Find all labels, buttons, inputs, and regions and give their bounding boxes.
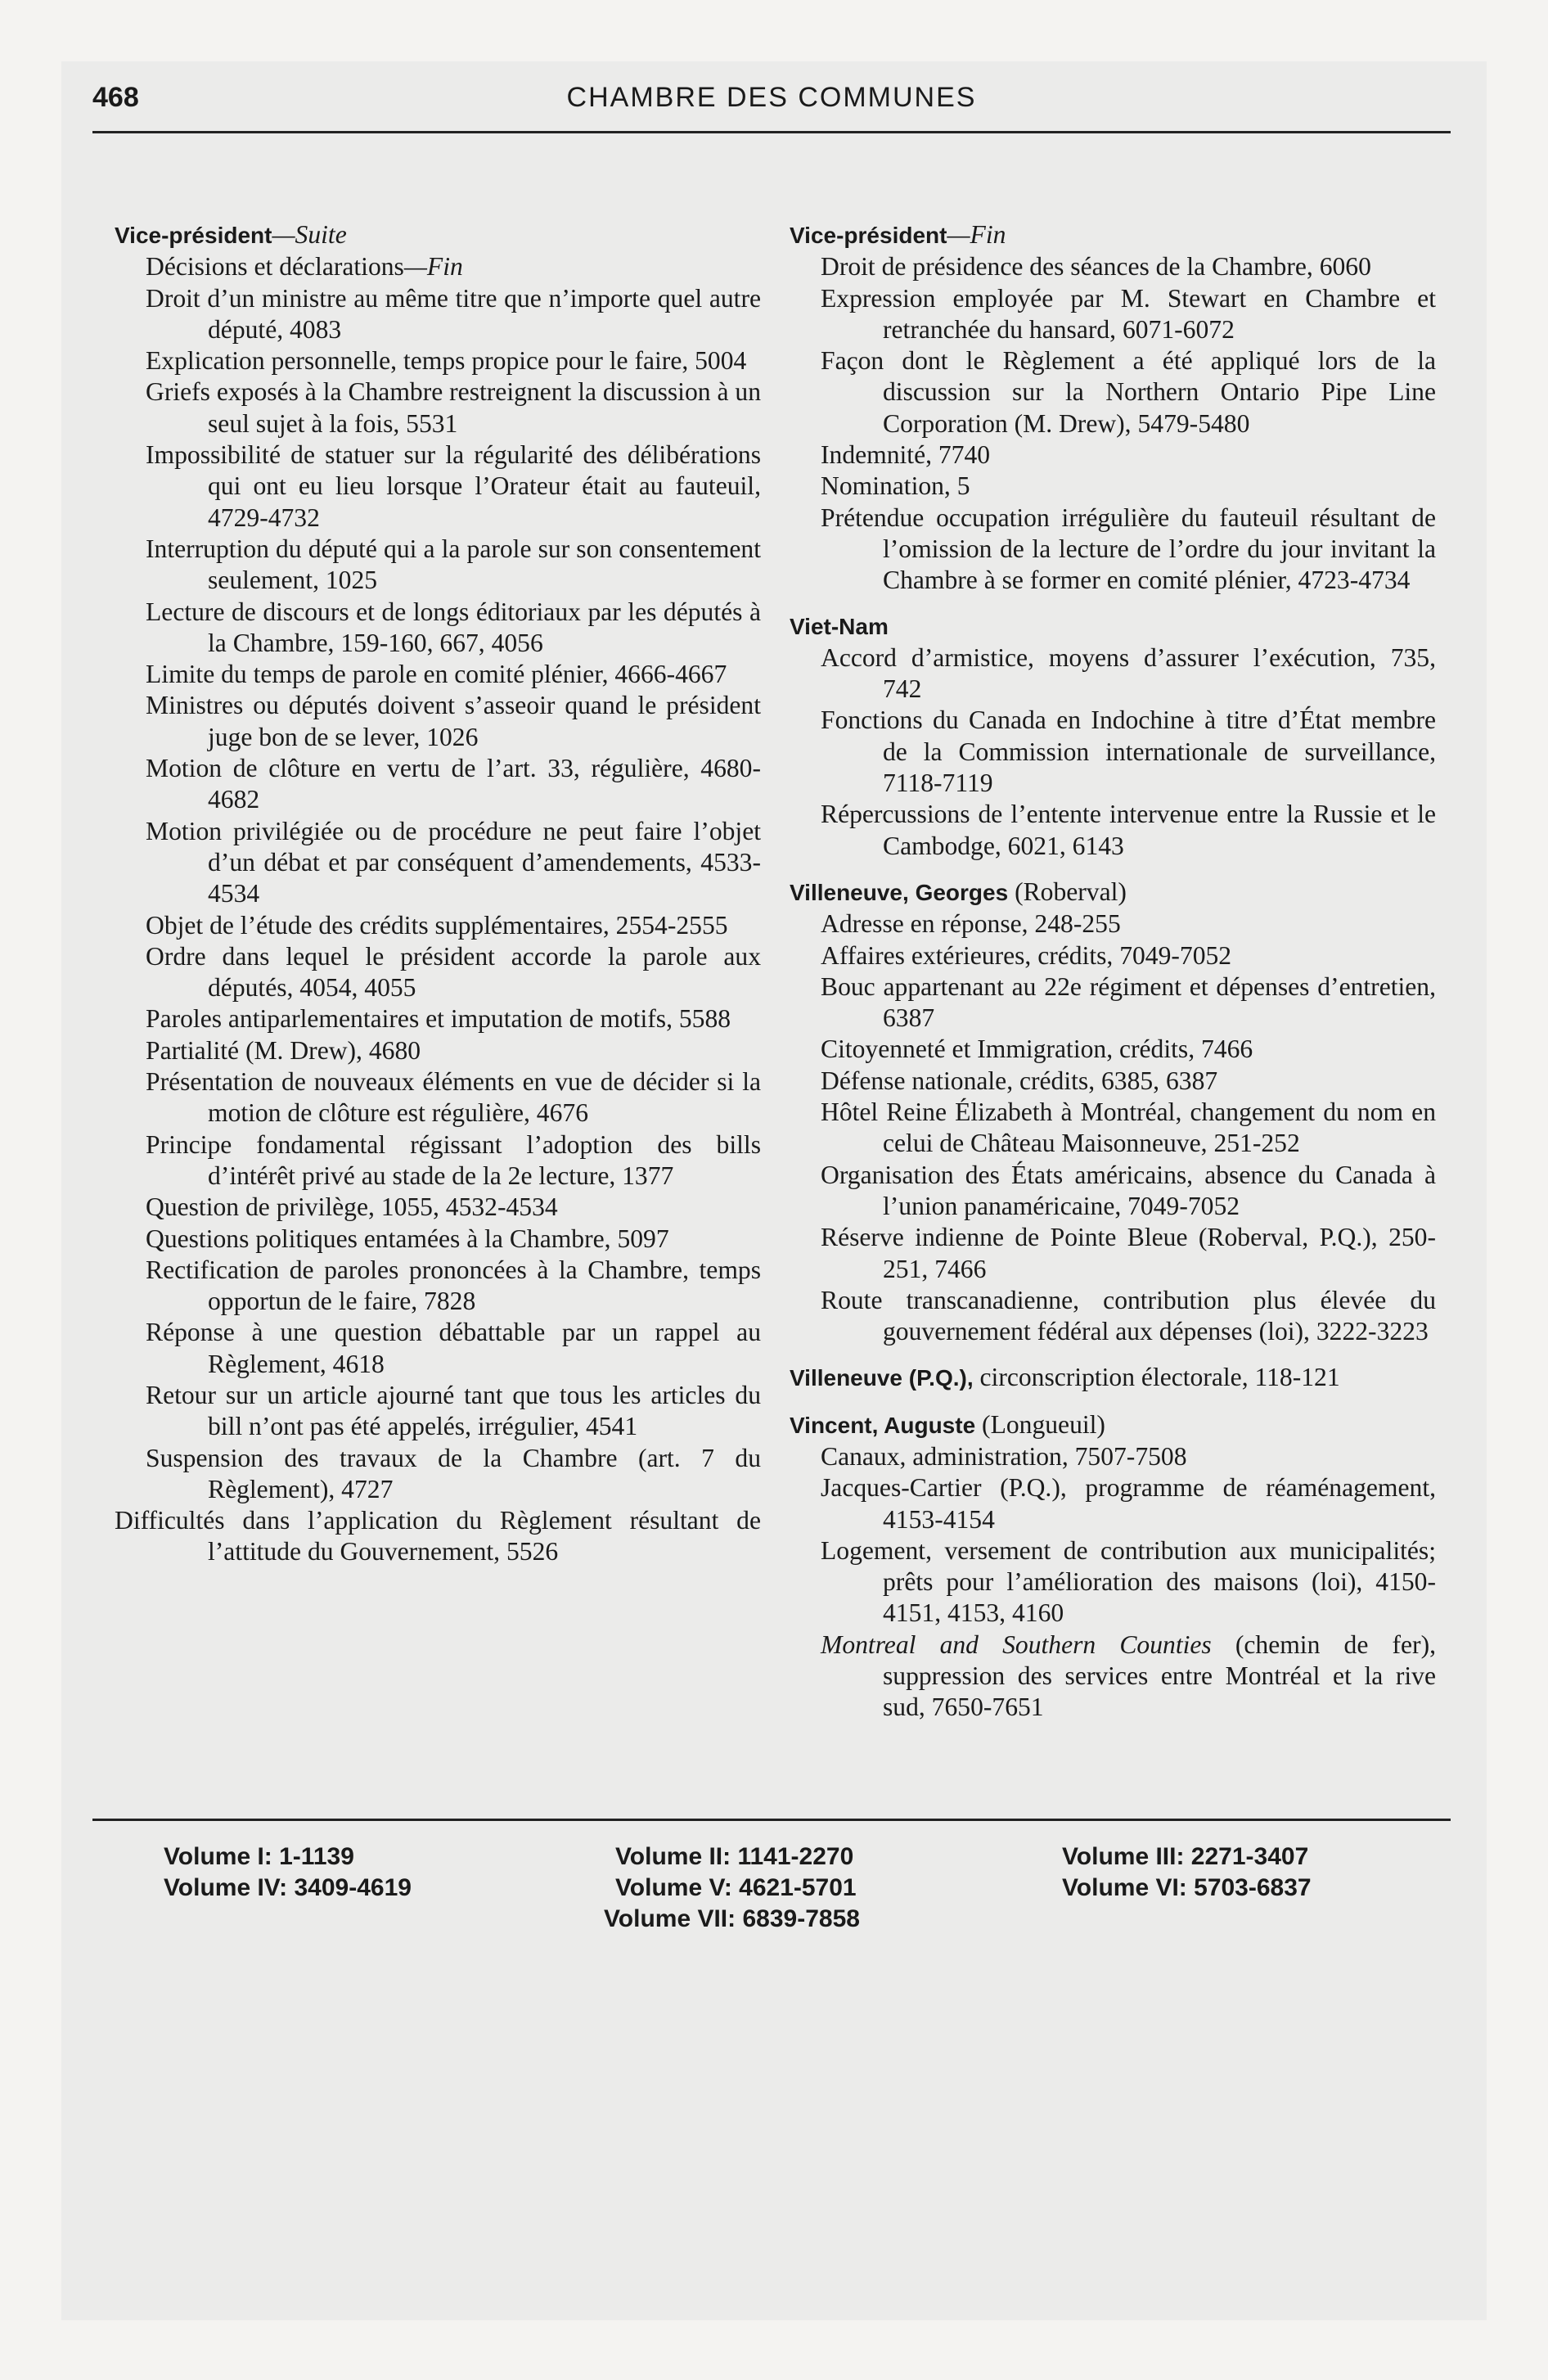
page-title: CHAMBRE DES COMMUNES [566, 82, 977, 113]
index-heading [790, 1409, 1436, 1441]
index-entry: Impossibilité de statuer sur la régularité des délibérations qui ont eu lieu lorsque l’Orateur était au fauteuil, 4729-4732 [146, 440, 761, 532]
heading-text: Vice-président [790, 223, 947, 248]
heading-text: Vincent, Auguste [790, 1412, 976, 1438]
index-entry: Partialité (M. Drew), 4680 [146, 1035, 421, 1065]
index-entry: Expression employée par M. Stewart en Chambre et retranchée du hansard, 6071-6072 [821, 283, 1436, 344]
index-entry: Ministres ou députés doivent s’asseoir quand le président juge bon de se lever, 1026 [146, 691, 761, 751]
index-entry: Affaires extérieures, crédits, 7049-7052 [821, 940, 1232, 970]
left-column [115, 219, 761, 1568]
index-entry: Questions politiques entamées à la Chambre, 5097 [146, 1224, 669, 1253]
index-entry: Hôtel Reine Élizabeth à Montréal, changement du nom en celui de Château Maisonneuve, 251-252 [821, 1098, 1436, 1158]
volume-range: Volume VII: 6839-7858 [604, 1905, 860, 1932]
index-entry: Difficultés dans l’application du Règlement résultant de l’attitude du Gouvernement, 5526 [115, 1506, 761, 1566]
index-entry: Façon dont le Règlement a été appliqué lors de la discussion sur la Northern Ontario Pipe Line Corporation (M. Drew), 5479-5480 [821, 346, 1436, 438]
index-entry: Interruption du député qui a la parole sur son consentement seulement, 1025 [146, 534, 761, 595]
footer-rule [92, 1819, 1451, 1821]
index-heading [790, 877, 1436, 908]
heading-continuation: —Fin [947, 220, 1006, 249]
index-entry: Citoyenneté et Immigration, crédits, 7466 [821, 1034, 1253, 1064]
index-entry: Fonctions du Canada en Indochine à titre d’État membre de la Commission internationale de surveillance, 7118-7119 [821, 705, 1436, 798]
index-entry: Présentation de nouveaux éléments en vue de décider si la motion de clôture est régulière, 4676 [146, 1067, 761, 1128]
index-entry: Adresse en réponse, 248-255 [821, 909, 1121, 939]
index-entry: Nomination, 5 [821, 471, 970, 501]
index-heading [115, 219, 761, 251]
heading-continuation: —Suite [272, 220, 347, 249]
index-entry: Jacques-Cartier (P.Q.), programme de réaménagement, 4153-4154 [821, 1473, 1436, 1534]
heading-text: Villeneuve, Georges [790, 879, 1009, 905]
index-entry: Rectification de paroles prononcées à la Chambre, temps opportun de le faire, 7828 [146, 1255, 761, 1316]
volume-range: Volume I: 1-1139 [164, 1843, 354, 1870]
index-entry: Logement, versement de contribution aux municipalités; prêts pour l’amélioration des maisons (loi), 4150-4151, 4153, 4160 [821, 1535, 1436, 1628]
volume-range: Volume V: 4621-5701 [615, 1874, 857, 1901]
index-entry: Motion privilégiée ou de procédure ne peut faire l’objet d’un débat et par conséquent d’amendements, 4533-4534 [146, 816, 761, 908]
heading-text: Vice-président [115, 223, 272, 248]
index-entry: Réserve indienne de Pointe Bleue (Roberval, P.Q.), 250-251, 7466 [821, 1223, 1436, 1283]
index-subheading [115, 251, 761, 282]
index-entry: Question de privilège, 1055, 4532-4534 [146, 1192, 558, 1222]
volume-range: Volume VI: 5703-6837 [1062, 1874, 1312, 1901]
index-entry: Limite du temps de parole en comité plénier, 4666-4667 [146, 660, 727, 689]
volume-range: Volume II: 1141-2270 [615, 1843, 854, 1870]
index-entry: Motion de clôture en vertu de l’art. 33, régulière, 4680-4682 [146, 754, 761, 814]
index-entry: Prétendue occupation irrégulière du fauteuil résultant de l’omission de la lecture de l’ordre du jour invitant la Chambre à se former en comité plénier, 4723-4734 [821, 503, 1436, 595]
index-entry: Accord d’armistice, moyens d’assurer l’exécution, 735, 742 [821, 642, 1436, 704]
index-entry: Explication personnelle, temps propice pour le faire, 5004 [146, 346, 747, 376]
index-entry: Griefs exposés à la Chambre restreignent la discussion à un seul sujet à la fois, 5531 [146, 377, 761, 438]
index-entry: Répercussions de l’entente intervenue entre la Russie et le Cambodge, 6021, 6143 [821, 800, 1436, 860]
index-entry: Suspension des travaux de la Chambre (art. 7 du Règlement), 4727 [146, 1443, 761, 1503]
index-entry [790, 1629, 1436, 1724]
entry-text: (chemin de fer), suppression des services entre Montréal et la rive sud, 7650-7651 [883, 1629, 1436, 1722]
page-number: 468 [92, 82, 139, 113]
index-entry: Réponse à une question débattable par un rappel au Règlement, 4618 [146, 1318, 761, 1378]
index-heading: Viet-Nam [790, 613, 889, 639]
index-heading [790, 1362, 1436, 1394]
index-entry: Canaux, administration, 7507-7508 [821, 1441, 1187, 1471]
right-column [790, 219, 1436, 1724]
italic-title: Montreal and Southern Counties [821, 1629, 1212, 1659]
heading-text: Villeneuve (P.Q.), [790, 1365, 974, 1391]
heading-continuation: (Roberval) [1008, 877, 1127, 906]
index-heading [790, 219, 1436, 251]
index-entry: Droit de présidence des séances de la Chambre, 6060 [821, 252, 1371, 282]
index-entry: Bouc appartenant au 22e régiment et dépenses d’entretien, 6387 [821, 971, 1436, 1033]
volume-range: Volume IV: 3409-4619 [164, 1874, 412, 1901]
index-entry: Route transcanadienne, contribution plus élevée du gouvernement fédéral aux dépenses (loi), 3222-3223 [821, 1285, 1436, 1346]
index-entry: Défense nationale, crédits, 6385, 6387 [821, 1066, 1218, 1095]
index-entry: Droit d’un ministre au même titre que n’importe quel autre député, 4083 [146, 283, 761, 344]
index-entry: Lecture de discours et de longs éditoriaux par les députés à la Chambre, 159-160, 667, 4056 [146, 597, 761, 657]
index-entry: Principe fondamental régissant l’adoption des bills d’intérêt privé au stade de la 2e lecture, 1377 [146, 1129, 761, 1190]
index-entry: Indemnité, 7740 [821, 440, 991, 470]
volume-range: Volume III: 2271-3407 [1062, 1843, 1309, 1870]
index-entry: Objet de l’étude des crédits supplémentaires, 2554-2555 [146, 910, 728, 940]
index-entry: Retour sur un article ajourné tant que tous les articles du bill n’ont pas été appelés, irrégulier, 4541 [146, 1380, 761, 1441]
subheading-text: Décisions et déclarations [146, 252, 404, 282]
index-entry: Ordre dans lequel le président accorde la parole aux députés, 4054, 4055 [146, 941, 761, 1003]
heading-continuation: (Longueuil) [975, 1409, 1105, 1439]
subheading-continuation: —Fin [403, 252, 463, 282]
heading-continuation: circonscription électorale, 118-121 [973, 1363, 1340, 1392]
index-entry: Paroles antiparlementaires et imputation de motifs, 5588 [146, 1004, 731, 1034]
index-entry: Organisation des États américains, absence du Canada à l’union panaméricaine, 7049-7052 [821, 1160, 1436, 1220]
running-header [92, 82, 1451, 133]
